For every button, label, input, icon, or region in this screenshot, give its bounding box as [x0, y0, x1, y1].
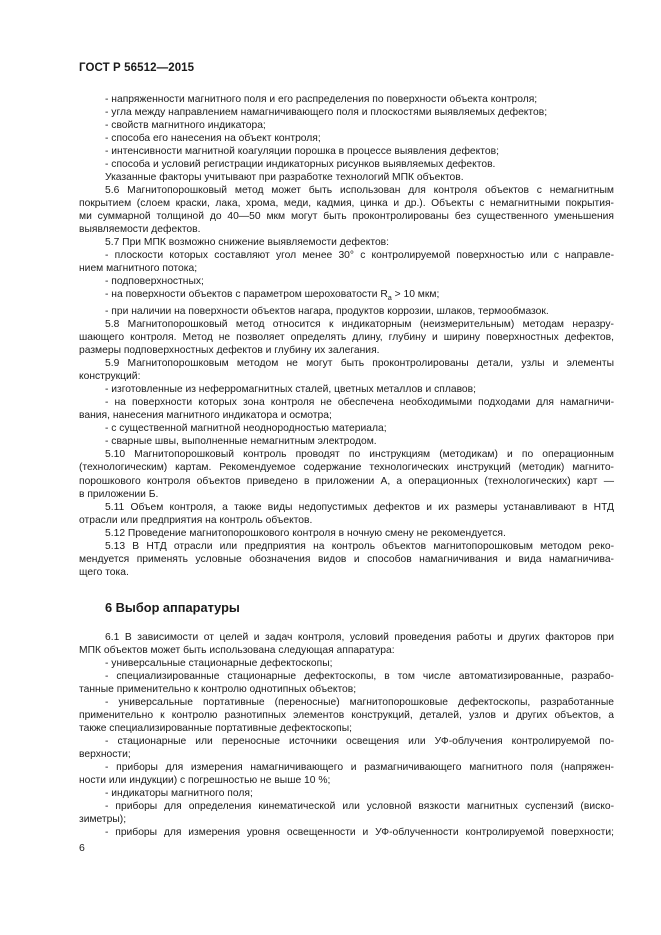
section-6-title: 6 Выбор аппаратуры — [105, 600, 240, 615]
paragraph-line: нием магнитного потока; — [79, 263, 198, 275]
paragraph-line: шающего контроля. Метод не позволяет определять длину, глубину и ширину поверхностных дефектов, — [79, 332, 614, 344]
paragraph-line: верхности; — [79, 749, 131, 760]
paragraph-line: выявляемости дефектов. — [79, 224, 201, 236]
list-item: - интенсивности магнитной коагуляции порошка в процессе выявления дефектов; — [105, 146, 499, 158]
paragraph-line: МПК объектов может быть использована следующая аппаратура: — [79, 645, 395, 656]
roughness-subscript: a — [387, 295, 392, 303]
list-item: - универсальные стационарные дефектоскопы; — [105, 658, 333, 669]
clause-5-12: 5.12 Проведение магнитопорошкового контроля в ночную смену не рекомендуется. — [105, 527, 506, 539]
clause-5-6: 5.6 Магнитопорошковый метод может быть использован для контроля объектов с немагнитным — [105, 185, 614, 197]
body-text-section6 — [79, 631, 614, 839]
paragraph-line: размеры подповерхностных дефектов и глубину их залегания. — [79, 345, 380, 357]
paragraph-line: в приложении Б. — [79, 488, 159, 500]
paragraph-line: также специализированные портативные дефектоскопы; — [79, 723, 352, 734]
paragraph-line: (технологическим) картам. Рекомендуемое содержание технологических инструкций (методик) магнито- — [79, 462, 614, 474]
paragraph-line: зиметры); — [79, 814, 127, 825]
list-item: - при наличии на поверхности объектов нагара, продуктов коррозии, шлаков, термообмазок. — [105, 306, 549, 318]
list-item: - приборы для измерения намагничивающего и размагничивающего магнитного поля (напряжен- — [105, 762, 614, 773]
clause-5-13: 5.13 В НТД отрасли или предприятия на контроль объектов магнитопорошковым методом реко- — [105, 540, 614, 552]
paragraph-line: танные применительно к контролю однотипных объектов; — [79, 684, 357, 695]
list-item: - приборы для определения кинематической или условной вязкости магнитных суспензий (виско- — [105, 801, 614, 812]
list-item: - с существенной магнитной неоднородностью материала; — [105, 423, 387, 435]
paragraph-line: порошкового контроля объектов приведено в приложении А, а операционных (технологических) карт — — [79, 475, 614, 487]
roughness-prefix: - на поверхности объектов с параметром шероховатости R — [105, 289, 388, 301]
list-item-roughness — [79, 288, 614, 305]
clause-5-9: 5.9 Магнитопорошковым методом не могут быть проконтролированы детали, узлы и элементы — [105, 358, 614, 370]
clause-5-8: 5.8 Магнитопорошковый метод относится к индикаторным (неизмерительным) методам неразру- — [105, 319, 614, 331]
list-item: - способа и условий регистрации индикаторных рисунков выявляемых дефектов. — [105, 159, 496, 171]
list-item: - плоскости которых составляют угол менее 30° с контролируемой поверхностью или с направле- — [105, 250, 614, 262]
clause-6-1: 6.1 В зависимости от целей и задач контроля, условий проведения работы и других факторов при — [105, 632, 614, 643]
list-item: - напряженности магнитного поля и его распределения по поверхности объекта контроля; — [105, 94, 538, 105]
paragraph-line: мендуется применять условные обозначения видов и способов намагничивания и вида намагничива- — [79, 553, 614, 565]
list-item: - индикаторы магнитного поля; — [105, 788, 253, 799]
list-item: - приборы для измерения уровня освещенности и УФ-облученности контролируемой поверхности; — [105, 827, 614, 838]
clause-5-11: 5.11 Объем контроля, а также виды недопустимых дефектов и их размеры устанавливают в НТД — [105, 501, 614, 513]
paragraph-line: щего тока. — [79, 566, 129, 578]
list-item: - угла между направлением намагничивающего поля и плоскостями выявляемых дефектов; — [105, 107, 548, 119]
list-item: - изготовленные из неферромагнитных сталей, цветных металлов и сплавов; — [105, 384, 476, 396]
paragraph-line: ми суммарной толщиной до 40—50 мкм могут быть проконтролированы без существенного уменьшения — [79, 211, 614, 223]
list-item: - на поверхности которых зона контроля не обеспечена необходимыми подходами для намагничи- — [105, 397, 614, 409]
paragraph-line: конструкций: — [79, 371, 141, 383]
paragraph-line: покрытием (слоем краски, лака, хрома, меди, кадмия, цинка и др.). Объекты с немагнитными покрытия- — [79, 198, 614, 210]
body-text-section5 — [79, 93, 614, 579]
list-item: - подповерхностных; — [105, 276, 204, 288]
clause-5-10: 5.10 Магнитопорошковый контроль проводят по инструкциям (методикам) и по операционным — [105, 449, 614, 461]
paragraph-line: вания, нанесения магнитного индикатора и осмотра; — [79, 410, 332, 422]
list-item: - способа его нанесения на объект контроля; — [105, 133, 321, 145]
list-item: - свойств магнитного индикатора; — [105, 120, 266, 132]
paragraph-line: ности или индукции) с погрешностью не выше 10 %; — [79, 775, 331, 786]
list-item: - универсальные портативные (переносные) магнитопорошковые дефектоскопы, разработанные — [105, 697, 614, 708]
paragraph-line: применительно к контролю разнотипных элементов конструкций, деталей, узлов и других объектов, а — [79, 710, 614, 721]
list-item: - специализированные стационарные дефектоскопы, в том числе автоматизированные, разрабо- — [105, 671, 614, 682]
document-header: ГОСТ Р 56512—2015 — [79, 62, 195, 74]
clause-5-7: 5.7 При МПК возможно снижение выявляемости дефектов: — [105, 237, 390, 249]
paragraph-line: Указанные факторы учитывают при разработке технологий МПК объектов. — [105, 172, 464, 184]
list-item: - стационарные или переносные источники освещения или УФ-облучения контролируемой по- — [105, 736, 614, 747]
page-number: 6 — [79, 842, 85, 854]
paragraph-line: отрасли или предприятия на контроль объектов. — [79, 514, 313, 526]
list-item: - сварные швы, выполненные немагнитным электродом. — [105, 436, 377, 448]
roughness-suffix: > 10 мкм; — [391, 289, 440, 301]
